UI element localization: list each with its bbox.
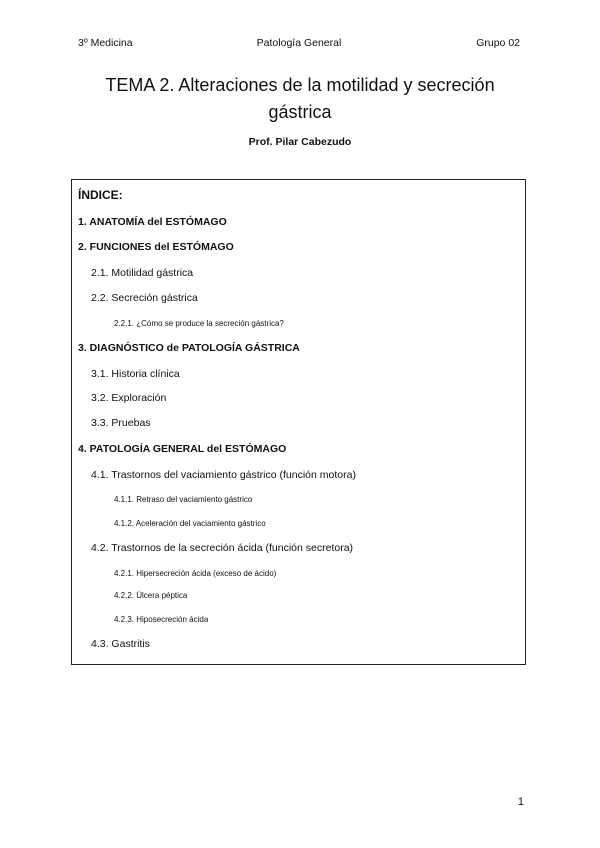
index-heading: ÍNDICE:: [78, 188, 123, 202]
index-item: 4. PATOLOGÍA GENERAL del ESTÓMAGO: [78, 443, 287, 455]
header-course: 3º Medicina: [78, 37, 133, 49]
index-item: 2.1. Motilidad gástrica: [91, 267, 194, 279]
index-item: 2.2. Secreción gástrica: [91, 292, 198, 304]
index-item: 2.2.1. ¿Cómo se produce la secreción gástrica?: [114, 319, 284, 328]
header-subject: Patología General: [256, 37, 342, 49]
index-item: 4.2.2. Úlcera péptica: [114, 591, 188, 600]
index-item: 4.1. Trastornos del vaciamiento gástrico (función motora): [91, 469, 356, 481]
index-item: 4.2.3. Hiposecreción ácida: [114, 615, 209, 624]
index-item: 3. DIAGNÓSTICO de PATOLOGÍA GÁSTRICA: [78, 342, 300, 354]
index-item: 3.3. Pruebas: [91, 417, 151, 429]
author: Prof. Pilar Cabezudo: [248, 136, 352, 148]
index-item: 3.1. Historia clínica: [91, 368, 180, 380]
index-item: 4.2.1. Hipersecreción ácida (exceso de ácido): [114, 569, 277, 578]
index-item: 4.2. Trastornos de la secreción ácida (función secretora): [91, 542, 354, 554]
index-item: 2. FUNCIONES del ESTÓMAGO: [78, 241, 234, 253]
title-line-1: TEMA 2. Alteraciones de la motilidad y secreción: [105, 75, 495, 95]
index-item: 3.2. Exploración: [91, 392, 167, 404]
index-box: [71, 179, 526, 665]
index-item: 1. ANATOMÍA del ESTÓMAGO: [78, 216, 227, 228]
document-title: [60, 72, 540, 126]
index-item: 4.3. Gastritis: [91, 638, 150, 650]
page-number: 1: [517, 796, 524, 808]
index-item: 4.1.2. Aceleración del vaciamiento gástrico: [114, 519, 266, 528]
index-item: 4.1.1. Retraso del vaciamiento gástrico: [114, 495, 253, 504]
page-header: [78, 37, 520, 53]
title-line-2: gástrica: [268, 102, 332, 122]
header-group: Grupo 02: [476, 37, 520, 49]
